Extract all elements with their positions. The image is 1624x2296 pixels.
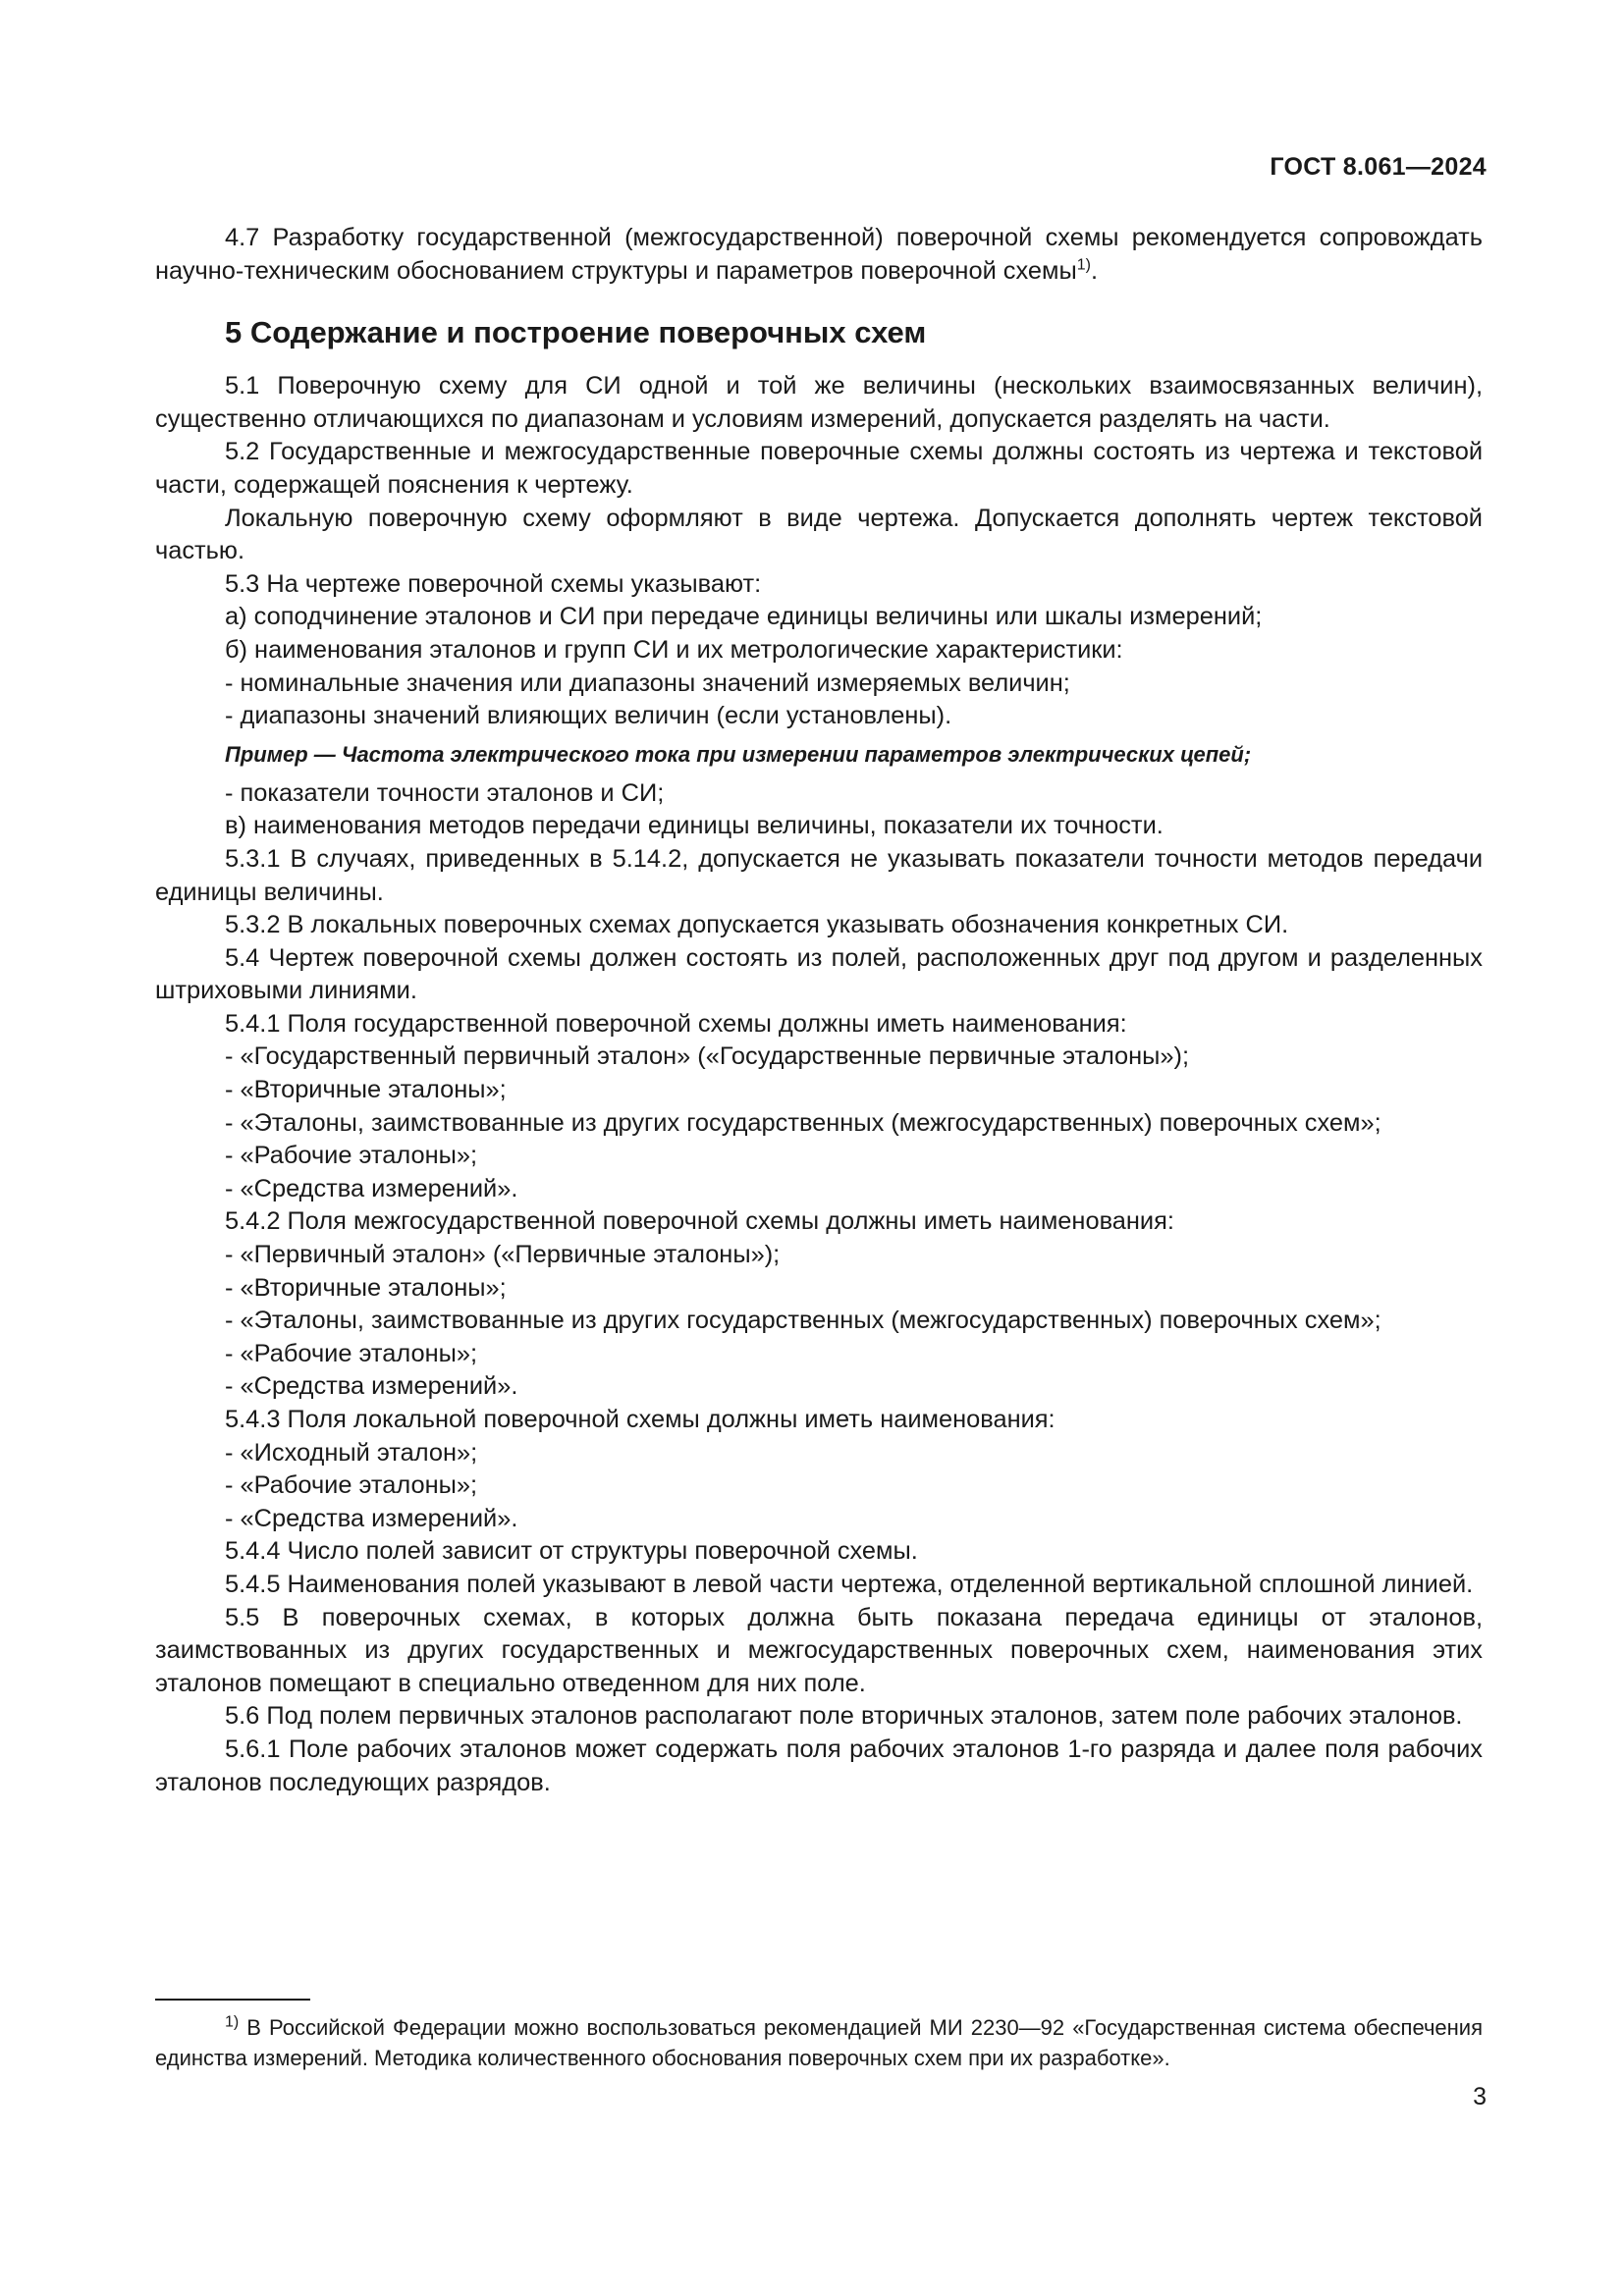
document-body bbox=[155, 222, 1483, 1799]
list-item-5-4-1-b: - «Вторичные эталоны»; bbox=[225, 1076, 507, 1104]
paragraph-5-4: 5.4 Чертеж поверочной схемы должен состоять из полей, расположенных друг под другом и разделенных штриховыми линиями. bbox=[155, 943, 1483, 1005]
list-item-5-4-2-d: - «Рабочие эталоны»; bbox=[225, 1339, 478, 1367]
paragraph-5-3-2: 5.3.2 В локальных поверочных схемах допускается указывать обозначения конкретных СИ. bbox=[225, 911, 1289, 939]
list-item-5-4-3-c: - «Средства измерений». bbox=[225, 1504, 518, 1532]
list-item-5-4-2-e: - «Средства измерений». bbox=[225, 1372, 518, 1401]
paragraph-4-7: 4.7 Разработку государственной (межгосударственной) поверочной схемы рекомендуется сопровождать научно-техническим обоснованием структуры и параметров поверочной схемы$^{1)}$. bbox=[155, 224, 1483, 285]
paragraph-5-4-5: 5.4.5 Наименования полей указывают в левой части чертежа, отделенной вертикальной сплошной линией. bbox=[225, 1570, 1474, 1598]
list-item-5-4-1-c: - «Эталоны, заимствованные из других государственных (межгосударственных) поверочных схем»; bbox=[225, 1108, 1381, 1137]
footnote-ref: 1) bbox=[1076, 256, 1091, 274]
paragraph-5-6: 5.6 Под полем первичных эталонов располагают поле вторичных эталонов, затем поле рабочих эталонов. bbox=[225, 1702, 1463, 1731]
list-item-5-4-1-a: - «Государственный первичный эталон» («Государственные первичные эталоны»); bbox=[225, 1042, 1190, 1071]
paragraph-5-1: 5.1 Поверочную схему для СИ одной и той же величины (нескольких взаимосвязанных величин), существенно отличающихся по диапазонам и условиям измерений, допускается разделять на части. bbox=[155, 372, 1483, 433]
list-item-5-4-3-b: - «Рабочие эталоны»; bbox=[225, 1471, 478, 1500]
paragraph-5-4-3: 5.4.3 Поля локальной поверочной схемы должны иметь наименования: bbox=[225, 1406, 1056, 1433]
paragraph-5-3-1: 5.3.1 В случаях, приведенных в 5.14.2, допускается не указывать показатели точности методов передачи единицы величины. bbox=[155, 844, 1483, 906]
list-item-5-3-b3: - показатели точности эталонов и СИ; bbox=[225, 778, 665, 807]
list-item-5-4-2-c: - «Эталоны, заимствованные из других государственных (межгосударственных) поверочных схем»; bbox=[225, 1307, 1381, 1335]
list-item-5-4-1-d: - «Рабочие эталоны»; bbox=[225, 1142, 478, 1170]
paragraph-5-3: 5.3 На чертеже поверочной схемы указывают: bbox=[225, 569, 762, 598]
paragraph-5-6-1: 5.6.1 Поле рабочих эталонов может содержать поля рабочих эталонов 1-го разряда и далее поля рабочих эталонов последующих разрядов. bbox=[155, 1735, 1483, 1796]
footnote-text: $^{1)}$ В Российской Федерации можно воспользоваться рекомендацией МИ 2230—92 «Государственная система обеспечения единства измерений. Методика количественного обоснования поверочных схем при их разработке». bbox=[155, 2013, 1483, 2070]
list-item-5-4-2-a: - «Первичный эталон» («Первичные эталоны»); bbox=[225, 1241, 781, 1269]
page-number: 3 bbox=[1473, 2083, 1487, 2110]
list-item-5-3-b: б) наименования эталонов и групп СИ и их метрологические характеристики: bbox=[225, 635, 1123, 664]
paragraph-5-2: 5.2 Государственные и межгосударственные поверочные схемы должны состоять из чертежа и текстовой части, содержащей пояснения к чертежу. bbox=[155, 438, 1483, 499]
section-title: 5 Содержание и построение поверочных схем bbox=[225, 315, 927, 350]
footnote-divider bbox=[155, 1999, 310, 2001]
list-item-5-4-2-b: - «Вторичные эталоны»; bbox=[225, 1273, 507, 1302]
footnote-marker: 1) bbox=[225, 2013, 240, 2031]
list-item-5-4-1-e: - «Средства измерений». bbox=[225, 1174, 518, 1202]
list-item-5-3-a: а) соподчинение эталонов и СИ при передаче единицы величины или шкалы измерений; bbox=[225, 603, 1263, 631]
list-item-5-3-b2: - диапазоны значений влияющих величин (если установлены). bbox=[225, 702, 952, 730]
footnote bbox=[155, 2012, 1483, 2073]
list-item-5-4-3-a: - «Исходный эталон»; bbox=[225, 1438, 478, 1467]
list-item-5-3-v: в) наименования методов передачи единицы величины, показатели их точности. bbox=[225, 812, 1164, 840]
list-item-5-3-b1: - номинальные значения или диапазоны значений измеряемых величин; bbox=[225, 668, 1070, 697]
example-note: Пример — Частота электрического тока при измерении параметров электрических цепей; bbox=[225, 741, 1252, 767]
paragraph-local: Локальную поверочную схему оформляют в виде чертежа. Допускается дополнять чертеж текстовой частью. bbox=[155, 504, 1483, 565]
paragraph-5-4-1: 5.4.1 Поля государственной поверочной схемы должны иметь наименования: bbox=[225, 1009, 1127, 1038]
document-header: ГОСТ 8.061—2024 bbox=[1270, 153, 1487, 181]
paragraph-5-4-2: 5.4.2 Поля межгосударственной поверочной схемы должны иметь наименования: bbox=[225, 1207, 1174, 1236]
paragraph-5-4-4: 5.4.4 Число полей зависит от структуры поверочной схемы. bbox=[225, 1537, 918, 1566]
paragraph-5-5: 5.5 В поверочных схемах, в которых должна быть показана передача единицы от эталонов, заимствованных из других государственных и межгосударственных поверочных схем, наименования этих эталонов помещают в специально отведенном для них поле. bbox=[155, 1603, 1483, 1697]
